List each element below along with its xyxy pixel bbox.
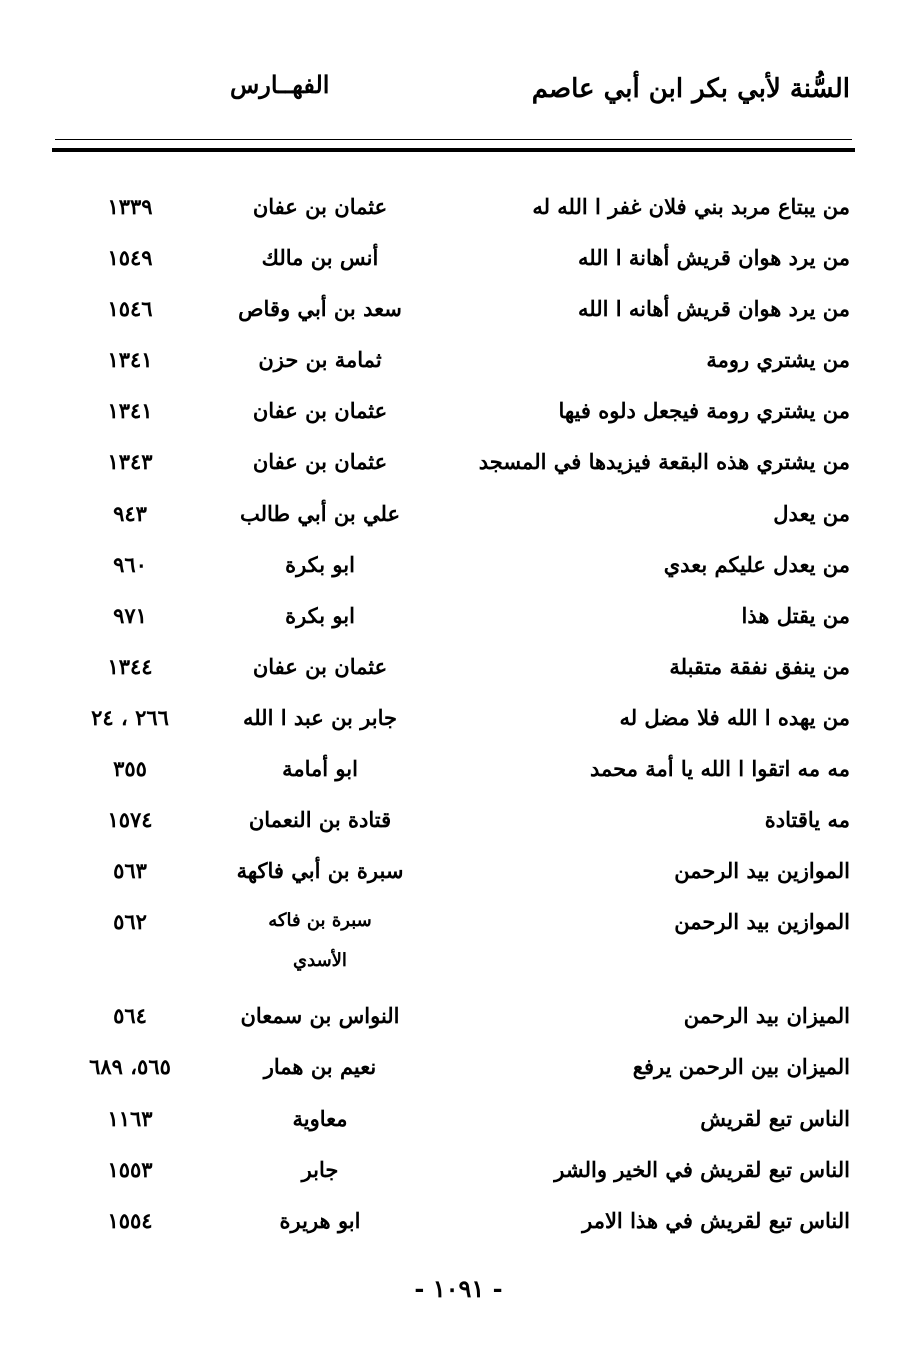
table-row (55, 235, 852, 286)
table-row (55, 797, 852, 848)
table-row (55, 695, 852, 746)
narrator-name: النواس بن سمعان (240, 1003, 400, 1029)
table-row (55, 337, 852, 388)
hadith-text: من يهده ا الله فلا مضل له (619, 704, 850, 730)
narrator-name: عثمان بن عفان (252, 653, 388, 679)
narrator-name: ابو هريرة (279, 1207, 361, 1233)
index-table (55, 184, 852, 1249)
hadith-number: ٢٦٦ ، ٢٤ (91, 704, 169, 730)
hadith-text: الناس تبع لقريش في هذا الامر (582, 1207, 850, 1233)
table-row (55, 993, 852, 1044)
narrator-name: أنس بن مالك (261, 245, 379, 271)
narrator-name: سعد بن أبي وقاص (238, 296, 402, 322)
table-row (55, 644, 852, 695)
hadith-number: ١٥٧٤ (107, 807, 153, 833)
narrator-name: قتادة بن النعمان (248, 807, 392, 833)
narrator-name: علي بن أبي طالب (239, 500, 401, 526)
narrator-name: جابر بن عبد ا الله (242, 704, 398, 730)
table-row (55, 388, 852, 439)
narrator-name: ابو بكرة (285, 602, 355, 628)
narrator-name: ابو أمامة (282, 756, 358, 782)
table-row (55, 439, 852, 490)
table-row (55, 746, 852, 797)
hadith-text: الناس تبع لقريش (700, 1105, 850, 1131)
hadith-text: الناس تبع لقريش في الخير والشر (554, 1156, 850, 1182)
book-title: السُّنة لأبي بكر ابن أبي عاصم (531, 74, 850, 104)
hadith-number: ١٥٥٣ (107, 1156, 153, 1182)
narrator-name: ثمامة بن حزن (258, 347, 382, 373)
hadith-number: ١٥٤٦ (107, 296, 153, 322)
hadith-text: من يرد هوان قريش أهانة ا الله (578, 245, 850, 271)
hadith-text: من يعدل (773, 500, 850, 526)
page-number: - ١٠٩١ - (414, 1274, 503, 1303)
narrator-name: عثمان بن عفان (252, 194, 388, 219)
hadith-text: الميزان بين الرحمن يرفع (632, 1054, 850, 1080)
hadith-number: ٣٥٥ (113, 756, 147, 782)
table-row (55, 542, 852, 593)
hadith-number: ١٣٤٤ (107, 653, 153, 679)
hadith-number: ١٥٤٩ (107, 245, 153, 271)
table-row (55, 1198, 852, 1249)
hadith-text: الموازين بيد الرحمن (674, 858, 850, 884)
hadith-text: من يرد هوان قريش أهانه ا الله (578, 296, 850, 322)
hadith-number: ٩٦٠ (113, 551, 147, 577)
table-row (55, 1096, 852, 1147)
hadith-number: ١٣٤١ (107, 398, 153, 424)
hadith-number: ٥٦٣ (113, 858, 147, 884)
narrator-name: سبرة بن أبي فاكهة (236, 858, 404, 884)
narrator-name: معاوية (292, 1105, 348, 1131)
hadith-text: الميزان بيد الرحمن (683, 1003, 850, 1029)
hadith-text: من يشتري رومة (706, 347, 850, 373)
table-row (55, 593, 852, 644)
narrator-name: عثمان بن عفان (252, 398, 388, 424)
hadith-number: ٥٦٥، ٦٨٩ (89, 1054, 171, 1080)
table-row (55, 286, 852, 337)
hadith-text: من يبتاع مربد بني فلان غفر ا الله له (532, 194, 850, 219)
narrator-name: عثمان بن عفان (252, 449, 388, 475)
narrator-name: جابر (301, 1156, 339, 1182)
table-row (55, 899, 852, 993)
hadith-number: ١٣٣٩ (107, 194, 153, 219)
hadith-number: ٥٦٢ (113, 909, 147, 935)
hadith-number: ٩٤٣ (113, 500, 147, 526)
table-row (55, 1044, 852, 1095)
hadith-number: ١٣٤١ (107, 347, 153, 373)
hadith-text: من يشتري رومة فيجعل دلوه فيها (558, 398, 850, 424)
hadith-text: الموازين بيد الرحمن (674, 909, 850, 935)
hadith-number: ١٥٥٤ (107, 1207, 153, 1233)
hadith-number: ١١٦٣ (107, 1105, 153, 1131)
hadith-text: من يقتل هذا (741, 602, 850, 628)
narrator-name: ابو بكرة (285, 551, 355, 577)
table-row (55, 848, 852, 899)
hadith-text: من يشتري هذه البقعة فيزيدها في المسجد (478, 449, 850, 475)
narrator-name: سبرة بن فاكه الأسدي (268, 910, 372, 972)
table-row (55, 184, 852, 235)
hadith-text: مه ياقتادة (764, 807, 850, 833)
hadith-text: من ينفق نفقة متقبلة (669, 653, 850, 679)
narrator-name: نعيم بن همار (263, 1054, 377, 1080)
table-row (55, 491, 852, 542)
hadith-number: ٥٦٤ (113, 1003, 147, 1029)
table-row (55, 1147, 852, 1198)
hadith-text: مه مه اتقوا ا الله يا أمة محمد (589, 756, 850, 782)
hadith-number: ٩٧١ (113, 602, 147, 628)
header-rule-thick (52, 148, 855, 152)
hadith-text: من يعدل عليكم بعدي (663, 551, 850, 577)
page-header (55, 60, 862, 130)
header-rule-thin (55, 139, 852, 140)
hadith-number: ١٣٤٣ (107, 449, 153, 475)
section-title: الفهــارس (230, 70, 330, 99)
